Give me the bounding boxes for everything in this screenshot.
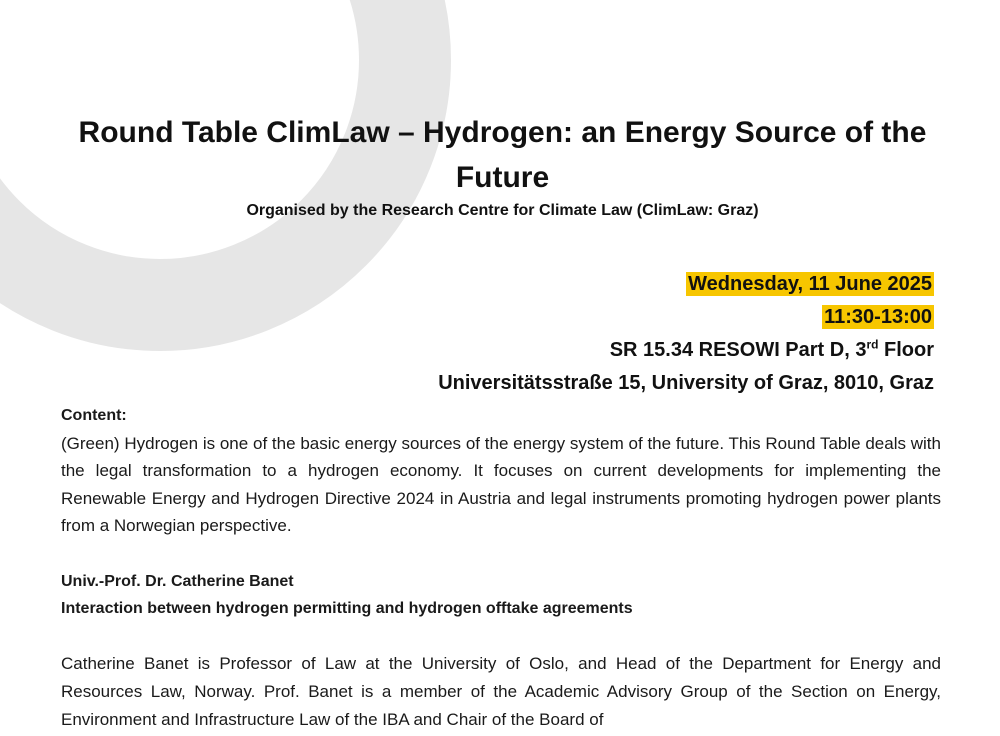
- document-body: [61, 402, 941, 733]
- event-title: Round Table ClimLaw – Hydrogen: an Energy Source of the Future: [78, 116, 927, 194]
- event-date: Wednesday, 11 June 2025: [688, 273, 932, 295]
- event-subtitle: Organised by the Research Centre for Climate Law (ClimLaw: Graz): [246, 202, 759, 219]
- event-address: Universitätsstraße 15, University of Graz, 8010, Graz: [438, 372, 934, 394]
- content-paragraph: (Green) Hydrogen is one of the basic energy sources of the energy system of the future. This Round Table deals with the legal transformation to a hydrogen economy. It focuses on current developments for implementing the Renewable Energy and Hydrogen Directive 2024 in Austria and legal instruments promoting hydrogen power plants from a Norwegian perspective.: [61, 433, 941, 536]
- speaker-talk-title: Interaction between hydrogen permitting and hydrogen offtake agreements: [61, 600, 633, 618]
- event-room-suffix: Floor: [878, 339, 934, 361]
- event-time-line: [438, 301, 934, 334]
- spacer: [61, 623, 941, 651]
- speaker-name: Univ.-Prof. Dr. Catherine Banet: [61, 572, 294, 590]
- event-date-line: [438, 268, 934, 301]
- event-room-prefix: SR 15.34 RESOWI Part D, 3: [609, 339, 867, 361]
- speaker-bio: Catherine Banet is Professor of Law at the University of Oslo, and Head of the Department for Energy and Resources Law, Norway. Prof. Banet is a member of the Academic Advisory Group of the Section on Energy, Environment and Infrastructure Law of the IBA and Chair of the Board of: [61, 654, 941, 729]
- spacer: [61, 540, 941, 568]
- event-details: [438, 268, 934, 400]
- event-room-sup: rd: [866, 337, 879, 352]
- content-label: Content:: [61, 407, 127, 424]
- event-room: [438, 334, 934, 367]
- event-time: 11:30-13:00: [824, 306, 932, 328]
